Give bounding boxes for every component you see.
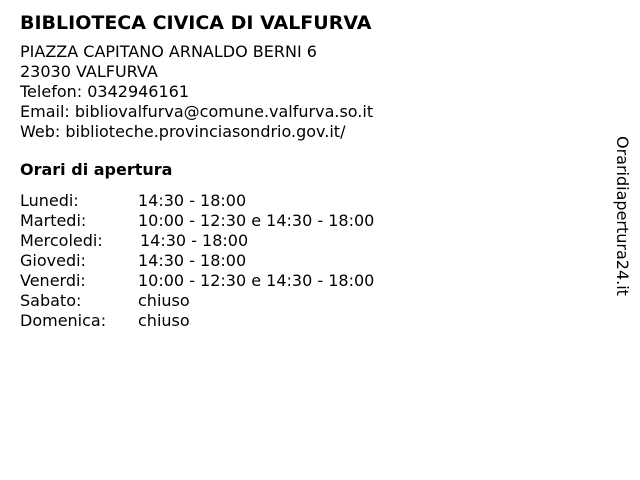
day-label: Lunedi: [20,191,79,210]
day-label: Giovedi: [20,251,86,270]
time-value: 10:00 - 12:30 e 14:30 - 18:00 [138,271,375,290]
library-name: BIBLIOTECA CIVICA DI VALFURVA [20,12,372,34]
address-line-1: PIAZZA CAPITANO ARNALDO BERNI 6 [20,42,317,61]
web-line: Web: biblioteche.provinciasondrio.gov.it/ [20,122,346,141]
time-value: 14:30 - 18:00 [140,231,249,250]
hours-row-tuesday [20,211,600,231]
hours-row-saturday [20,291,600,311]
library-info-card [20,10,600,331]
day-label: Martedi: [20,211,87,230]
time-value: chiuso [138,311,190,330]
day-label: Mercoledi: [20,231,103,250]
time-value: 14:30 - 18:00 [138,191,247,210]
day-label: Domenica: [20,311,107,330]
time-value: 14:30 - 18:00 [138,251,247,270]
time-value: chiuso [138,291,190,310]
opening-hours-table [20,191,600,331]
hours-row-sunday [20,311,600,331]
day-label: Sabato: [20,291,82,310]
hours-row-monday [20,191,600,211]
hours-row-friday [20,271,600,291]
site-watermark: Oraridiapertura24.it [613,136,632,296]
hours-row-thursday [20,251,600,271]
time-value: 10:00 - 12:30 e 14:30 - 18:00 [138,211,375,230]
phone-line: Telefon: 0342946161 [20,82,190,101]
day-label: Venerdi: [20,271,86,290]
opening-hours-heading: Orari di apertura [20,160,173,179]
hours-row-wednesday [20,231,600,251]
email-line: Email: bibliovalfurva@comune.valfurva.so.it [20,102,374,121]
address-line-2: 23030 VALFURVA [20,62,158,81]
